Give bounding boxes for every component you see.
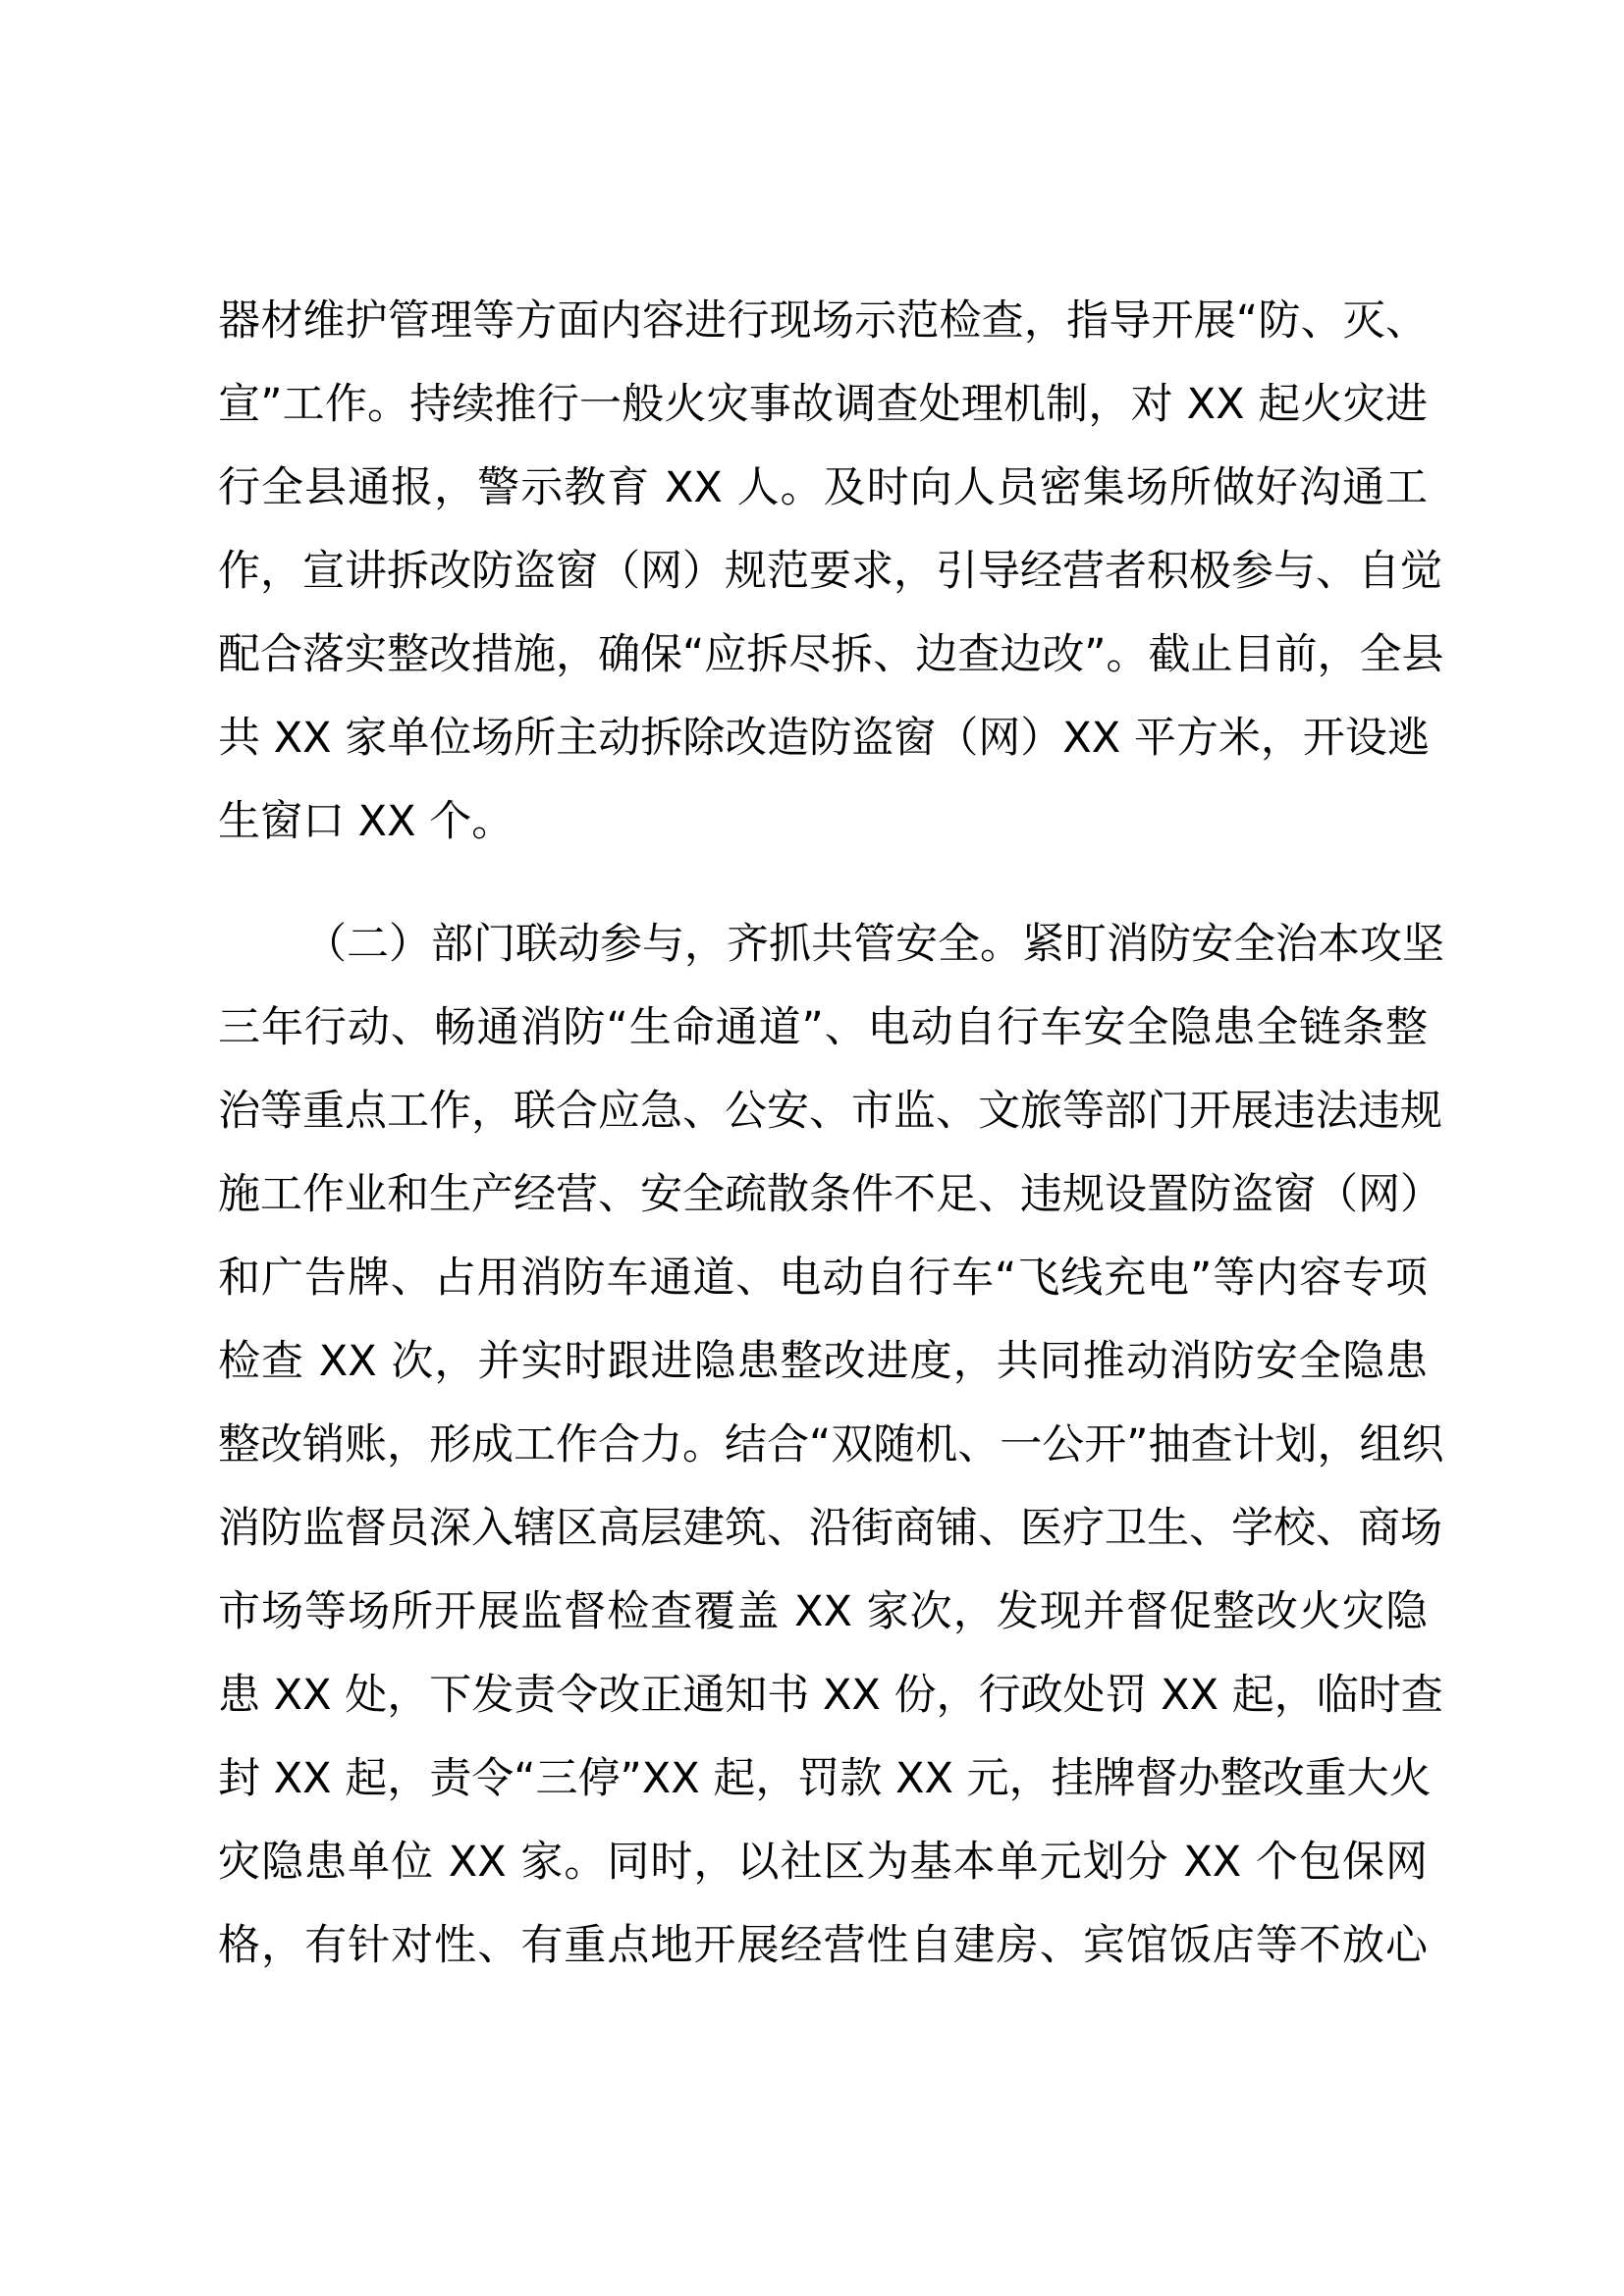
- text-line: 整改销账，形成工作合力。结合“双随机、一公开”抽查计划，组织: [218, 1420, 1444, 1469]
- text-line: 配合落实整改措施，确保“应拆尽拆、边查边改”。截止目前，全县: [218, 630, 1444, 679]
- text-line: 患 XX 处，下发责令改正通知书 XX 份，行政处罚 XX 起，临时查: [218, 1671, 1443, 1720]
- text-line: 治等重点工作，联合应急、公安、市监、文旅等部门开展违法违规: [218, 1087, 1442, 1136]
- text-line: 行全县通报，警示教育 XX 人。及时向人员密集场所做好沟通工: [218, 463, 1428, 512]
- text-line: 共 XX 家单位场所主动拆除改造防盗窗（网）XX 平方米，开设逃: [218, 714, 1430, 763]
- text-line: 施工作业和生产经营、安全疏散条件不足、违规设置防盗窗（网）: [218, 1170, 1442, 1219]
- text-line: 消防监督员深入辖区高层建筑、沿街商铺、医疗卫生、学校、商场: [218, 1504, 1442, 1553]
- section-heading-line: （二）部门联动参与，齐抓共管安全。紧盯消防安全治本攻坚: [304, 920, 1444, 969]
- text-line: 三年行动、畅通消防“生命通道”、电动自行车安全隐患全链条整: [218, 1003, 1428, 1052]
- text-line: 格，有针对性、有重点地开展经营性自建房、宾馆饭店等不放心: [218, 1921, 1428, 1970]
- paragraph-department-coordination: [218, 903, 1444, 1988]
- text-line: 封 XX 起，责令“三停”XX 起，罚款 XX 元，挂牌督办整改重大火: [218, 1754, 1432, 1803]
- text-line: 宣”工作。持续推行一般火灾事故调查处理机制，对 XX 起火灾进: [218, 380, 1428, 429]
- text-line: 器材维护管理等方面内容进行现场示范检查，指导开展“防、灭、: [218, 296, 1428, 346]
- paragraph-fire-inspection-summary: [218, 280, 1444, 864]
- text-line: 作，宣讲拆改防盗窗（网）规范要求，引导经营者积极参与、自觉: [218, 547, 1442, 596]
- text-line: 市场等场所开展监督检查覆盖 XX 家次，发现并督促整改火灾隐: [218, 1587, 1428, 1636]
- text-line: 检查 XX 次，并实时跟进隐患整改进度，共同推动消防安全隐患: [218, 1337, 1428, 1386]
- text-line: 生窗口 XX 个。: [218, 797, 514, 846]
- text-line: 灾隐患单位 XX 家。同时，以社区为基本单元划分 XX 个包保网: [218, 1838, 1428, 1887]
- text-line: 和广告牌、占用消防车通道、电动自行车“飞线充电”等内容专项: [218, 1254, 1428, 1303]
